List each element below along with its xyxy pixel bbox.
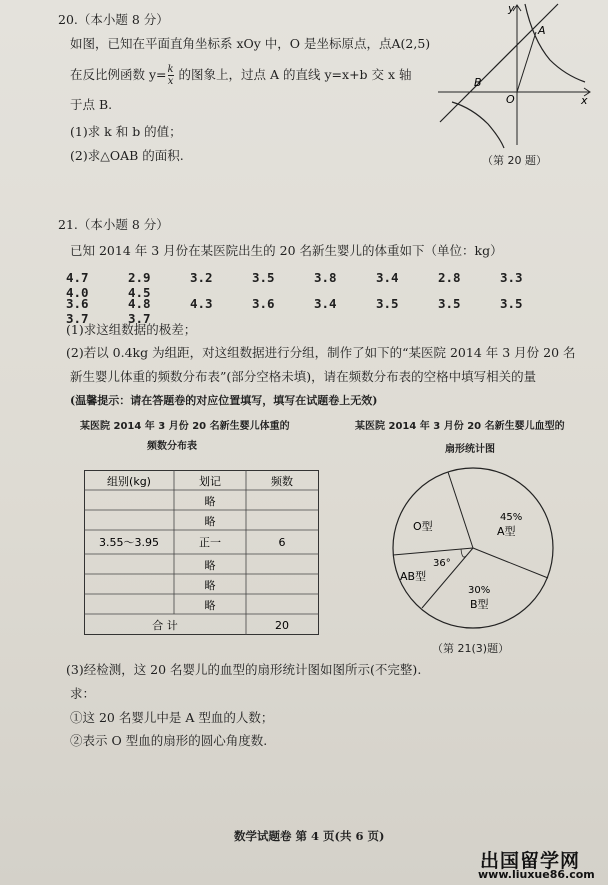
hyperbola-branch-q1 bbox=[525, 4, 585, 82]
segment-OA bbox=[517, 32, 536, 92]
pie-label-A: A型 bbox=[497, 525, 516, 538]
pie-title-line1: 某医院 2014 年 3 月份 20 名新生婴儿血型的 bbox=[355, 421, 565, 432]
hyperbola-branch-q3 bbox=[452, 102, 504, 148]
fraction-numerator: k bbox=[167, 64, 174, 75]
page-footer: 数学试题卷 第 4 页(共 6 页) bbox=[234, 829, 385, 843]
weight-value: 3.4 bbox=[314, 296, 337, 311]
weight-value: 3.6 bbox=[252, 296, 275, 311]
q20-graph bbox=[430, 0, 600, 150]
label-y: y bbox=[508, 2, 515, 15]
slice-boundary-O-A bbox=[448, 472, 473, 548]
q21-sub1: (1)求这组数据的极差； bbox=[66, 322, 197, 337]
weight-value: 4.3 bbox=[190, 296, 213, 311]
row3-frequency: 6 bbox=[278, 536, 286, 549]
fraction-denominator: x bbox=[167, 76, 174, 87]
label-x: x bbox=[581, 94, 588, 107]
header-group: 组别(kg) bbox=[107, 475, 151, 488]
weight-value: 2.9 bbox=[128, 270, 151, 285]
pie-label-O: O型 bbox=[413, 520, 433, 533]
q21-sub3: (3)经检测，这 20 名婴儿的血型的扇形统计图如图所示(不完整). bbox=[66, 662, 422, 677]
row6-tally: 略 bbox=[204, 599, 216, 612]
label-A: A bbox=[538, 24, 546, 37]
weight-value: 3.6 bbox=[66, 296, 89, 311]
q20-sub2: (2)求△OAB 的面积. bbox=[70, 148, 184, 163]
row4-tally: 略 bbox=[204, 559, 216, 572]
table-grid bbox=[84, 470, 319, 635]
label-O: O bbox=[506, 93, 515, 106]
weight-value: 3.5 bbox=[252, 270, 275, 285]
slice-boundary-B-A bbox=[473, 548, 548, 578]
table-title-line2: 频数分布表 bbox=[147, 441, 197, 452]
weight-value: 4.5 bbox=[128, 285, 151, 300]
total-label: 合 计 bbox=[152, 619, 178, 632]
total-value: 20 bbox=[275, 619, 289, 632]
q20-figure-caption: （第 20 题） bbox=[482, 154, 547, 167]
watermark-url: www.liuxue86.com bbox=[478, 868, 595, 881]
weight-value: 3.5 bbox=[438, 296, 461, 311]
weight-value: 4.0 bbox=[66, 285, 89, 300]
blood-type-pie-chart bbox=[388, 462, 568, 632]
weight-value: 4.8 bbox=[128, 296, 151, 311]
q20-line1: 如图，已知在平面直角坐标系 xOy 中，O 是坐标原点，点A(2,5) bbox=[70, 36, 431, 51]
label-B: B bbox=[474, 76, 482, 89]
weight-value: 3.7 bbox=[66, 311, 89, 326]
angle-arc-AB bbox=[461, 549, 466, 557]
row3-tally: 正一 bbox=[199, 536, 221, 549]
watermark-cn: 出国留学网 bbox=[480, 850, 581, 872]
pie-title-line2: 扇形统计图 bbox=[445, 444, 495, 455]
q21-heading: 21.（本小题 8 分） bbox=[58, 217, 169, 232]
fraction-k-over-x bbox=[168, 64, 174, 87]
weight-value: 4.7 bbox=[66, 270, 89, 285]
pie-label-A-pct: 45% bbox=[500, 512, 523, 523]
q20-line3: 于点 B. bbox=[70, 97, 113, 112]
table-border bbox=[85, 471, 319, 635]
q21-intro: 已知 2014 年 3 月份在某医院出生的 20 名新生婴儿的体重如下（单位：kg） bbox=[70, 243, 503, 258]
weight-value: 3.4 bbox=[376, 270, 399, 285]
header-tally: 划记 bbox=[199, 475, 221, 488]
pie-label-AB-angle: 36° bbox=[433, 558, 451, 569]
header-frequency: 频数 bbox=[271, 475, 293, 488]
q20-line2 bbox=[70, 64, 412, 87]
weight-value: 3.3 bbox=[500, 270, 523, 285]
pie-label-B: B型 bbox=[470, 598, 489, 611]
q21-tip: (温馨提示：请在答题卷的对应位置填写，填写在试题卷上无效) bbox=[70, 394, 378, 407]
row1-tally: 略 bbox=[204, 495, 216, 508]
q21-sub2-line1: (2)若以 0.4kg 为组距，对这组数据进行分组，制作了如下的“某医院 2014 年 3 月份 20 名 bbox=[66, 345, 576, 360]
q21-ask: 求： bbox=[70, 686, 96, 701]
weight-value: 3.5 bbox=[500, 296, 523, 311]
row5-tally: 略 bbox=[204, 579, 216, 592]
weight-value: 3.2 bbox=[190, 270, 213, 285]
row2-tally: 略 bbox=[204, 515, 216, 528]
pie-caption: （第 21(3)题） bbox=[432, 642, 510, 655]
weight-value: 2.8 bbox=[438, 270, 461, 285]
pie-label-B-pct: 30% bbox=[468, 585, 491, 596]
q21-ask2: ②表示 O 型血的扇形的圆心角度数. bbox=[70, 733, 268, 748]
pie-label-AB: AB型 bbox=[400, 570, 427, 583]
row3-group: 3.55～3.95 bbox=[99, 536, 159, 549]
q20-heading: 20.（本小题 8 分） bbox=[58, 12, 169, 27]
line-AB bbox=[440, 4, 558, 122]
q21-ask1: ①这 20 名婴儿中是 A 型血的人数； bbox=[70, 710, 274, 725]
q21-sub2-line2: 新生婴儿体重的频数分布表”(部分空格未填)，请在频数分布表的空格中填写相关的量 bbox=[70, 369, 537, 384]
weight-value: 3.5 bbox=[376, 296, 399, 311]
table-title-line1: 某医院 2014 年 3 月份 20 名新生婴儿体重的 bbox=[80, 421, 290, 432]
q20-line2-start: 在反比例函数 y= bbox=[70, 67, 167, 82]
weight-value: 3.7 bbox=[128, 311, 151, 326]
q20-line2-end: 的图象上，过点 A 的直线 y=x+b 交 x 轴 bbox=[174, 67, 412, 82]
frequency-table bbox=[84, 470, 320, 636]
weight-value: 3.8 bbox=[314, 270, 337, 285]
q20-sub1: (1)求 k 和 b 的值； bbox=[70, 124, 182, 139]
